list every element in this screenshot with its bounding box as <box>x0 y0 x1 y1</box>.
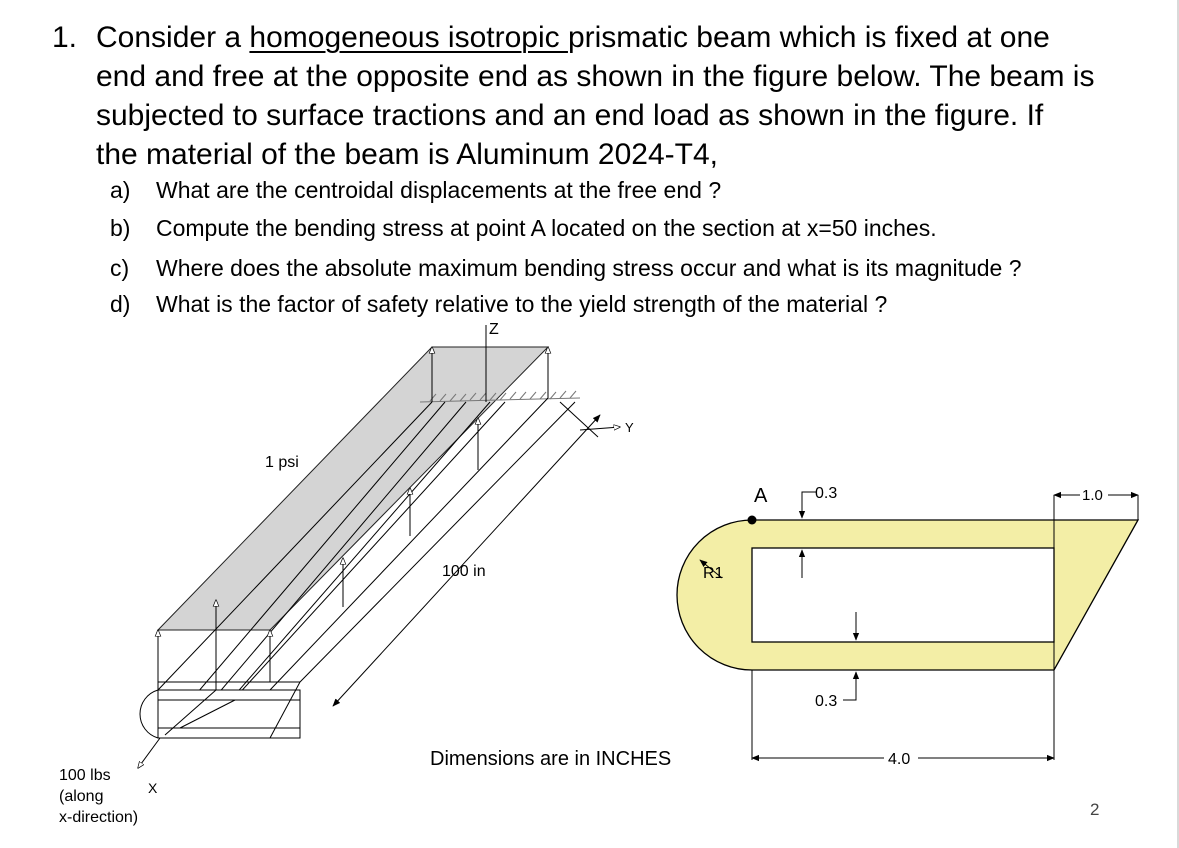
end-load-label-3: x-direction) <box>59 809 139 826</box>
statement-underlined-text: homogeneous isotropic <box>249 21 568 54</box>
traction-label: 1 psi <box>265 454 299 471</box>
section-hollow <box>752 548 1054 642</box>
statement-text: prismatic beam which is fixed at one <box>567 21 1050 54</box>
problem-number: 1. <box>52 21 78 54</box>
bottom-thickness-leader <box>843 672 856 700</box>
statement-line-3: subjected to surface tractions and an end load as shown in the figure. If <box>96 99 1044 132</box>
end-load-label-2: (along <box>59 788 104 805</box>
top-thickness-label: 0.3 <box>815 485 838 502</box>
question-label: a) <box>110 177 131 203</box>
width-label: 4.0 <box>888 751 911 768</box>
right-width-label: 1.0 <box>1082 487 1103 504</box>
beam-3d <box>140 347 580 738</box>
point-a-label: A <box>754 485 768 507</box>
axis-x-label: X <box>148 780 158 796</box>
question-text: Compute the bending stress at point A located on the section at x=50 inches. <box>156 215 937 241</box>
bottom-thickness-label: 0.3 <box>815 693 838 710</box>
statement-line-2: end and free at the opposite end as shown in the figure below. The beam is <box>96 60 1095 93</box>
end-load-label-1: 100 lbs <box>59 767 111 784</box>
question-text: What is the factor of safety relative to the yield strength of the material ? <box>156 291 888 317</box>
statement-text: Consider a <box>96 21 250 54</box>
question-label: d) <box>110 291 131 317</box>
question-label: c) <box>110 255 130 281</box>
page-number: 2 <box>1090 800 1100 819</box>
dimensions-note: Dimensions are in INCHES <box>430 748 672 770</box>
axis-y-label: Y <box>625 420 634 435</box>
question-text: What are the centroidal displacements at the free end ? <box>156 177 722 203</box>
point-a-marker <box>748 516 757 525</box>
top-thickness-leader <box>802 492 816 518</box>
radius-label: R1 <box>703 565 724 582</box>
statement-line-4: the material of the beam is Aluminum 2024-T4, <box>96 138 718 171</box>
question-label: b) <box>110 215 131 241</box>
cross-section <box>677 495 1138 760</box>
length-label: 100 in <box>442 563 486 580</box>
end-load-arrow <box>138 738 160 768</box>
question-text: Where does the absolute maximum bending stress occur and what is its magnitude ? <box>156 255 1022 281</box>
axis-z-label: Z <box>489 321 499 338</box>
